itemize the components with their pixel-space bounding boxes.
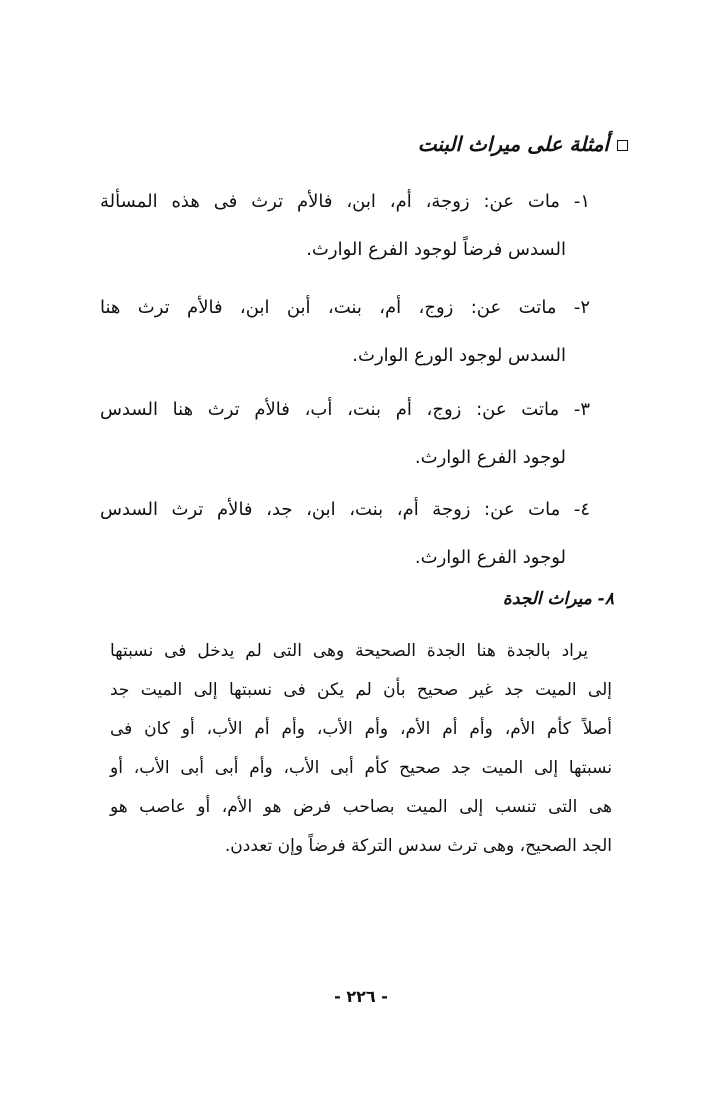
example-3-line-1: ٣- ماتت عن: زوج، أم بنت، أب، فالأم ترث هنا السدس: [100, 399, 590, 420]
section-heading-examples-text: أمثلة على ميراث البنت: [417, 132, 609, 156]
paragraph-line: إلى الميت جد غير صحيح بأن لم يكن فى نسبتها إلى الميت جد: [110, 680, 612, 700]
square-bullet-icon: [617, 140, 628, 151]
example-item-2: [100, 284, 590, 380]
paragraph-line: هى التى تنسب إلى الميت بصاحب فرض هو الأم، أو عاصب هو: [110, 797, 612, 817]
example-2-line-1: ٢- ماتت عن: زوج، أم، بنت، أبن ابن، فالأم ترث هنا: [100, 297, 590, 318]
example-item-3: [100, 386, 590, 482]
paragraph-line: أصلاً كأم الأم، وأم أم الأم، وأم الأب، وأم أم الأب، أو كان فى: [110, 719, 612, 739]
example-3-line-2: لوجود الفرع الوارث.: [414, 447, 566, 468]
section-heading-examples: [418, 132, 628, 156]
grandmother-paragraph: [110, 632, 612, 866]
paragraph-line: نسبتها إلى الميت جد صحيح كأم أبى الأب، وأم أبى أبى الأب، أو: [110, 758, 612, 778]
paragraph-line: الجد الصحيح، وهى ترث سدس التركة فرضاً وإن تعددن.: [224, 836, 612, 856]
example-1-line-1: ١- مات عن: زوجة، أم، ابن، فالأم ترث فى هذه المسألة: [100, 191, 590, 212]
page-number: - ٢٢٦ -: [334, 987, 388, 1006]
example-2-line-2: السدس لوجود الورع الوارث.: [352, 345, 566, 366]
example-4-line-2: لوجود الفرع الوارث.: [414, 547, 566, 568]
section-heading-grandmother: ٨- ميراث الجدة: [502, 589, 614, 609]
example-item-4: [100, 486, 590, 582]
example-4-line-1: ٤- مات عن: زوجة أم، بنت، ابن، جد، فالأم ترث السدس: [100, 499, 590, 520]
example-item-1: [100, 178, 590, 274]
example-1-line-2: السدس فرضاً لوجود الفرع الوارث.: [306, 239, 566, 260]
paragraph-line: يراد بالجدة هنا الجدة الصحيحة وهى التى لم يدخل فى نسبتها: [110, 641, 588, 661]
